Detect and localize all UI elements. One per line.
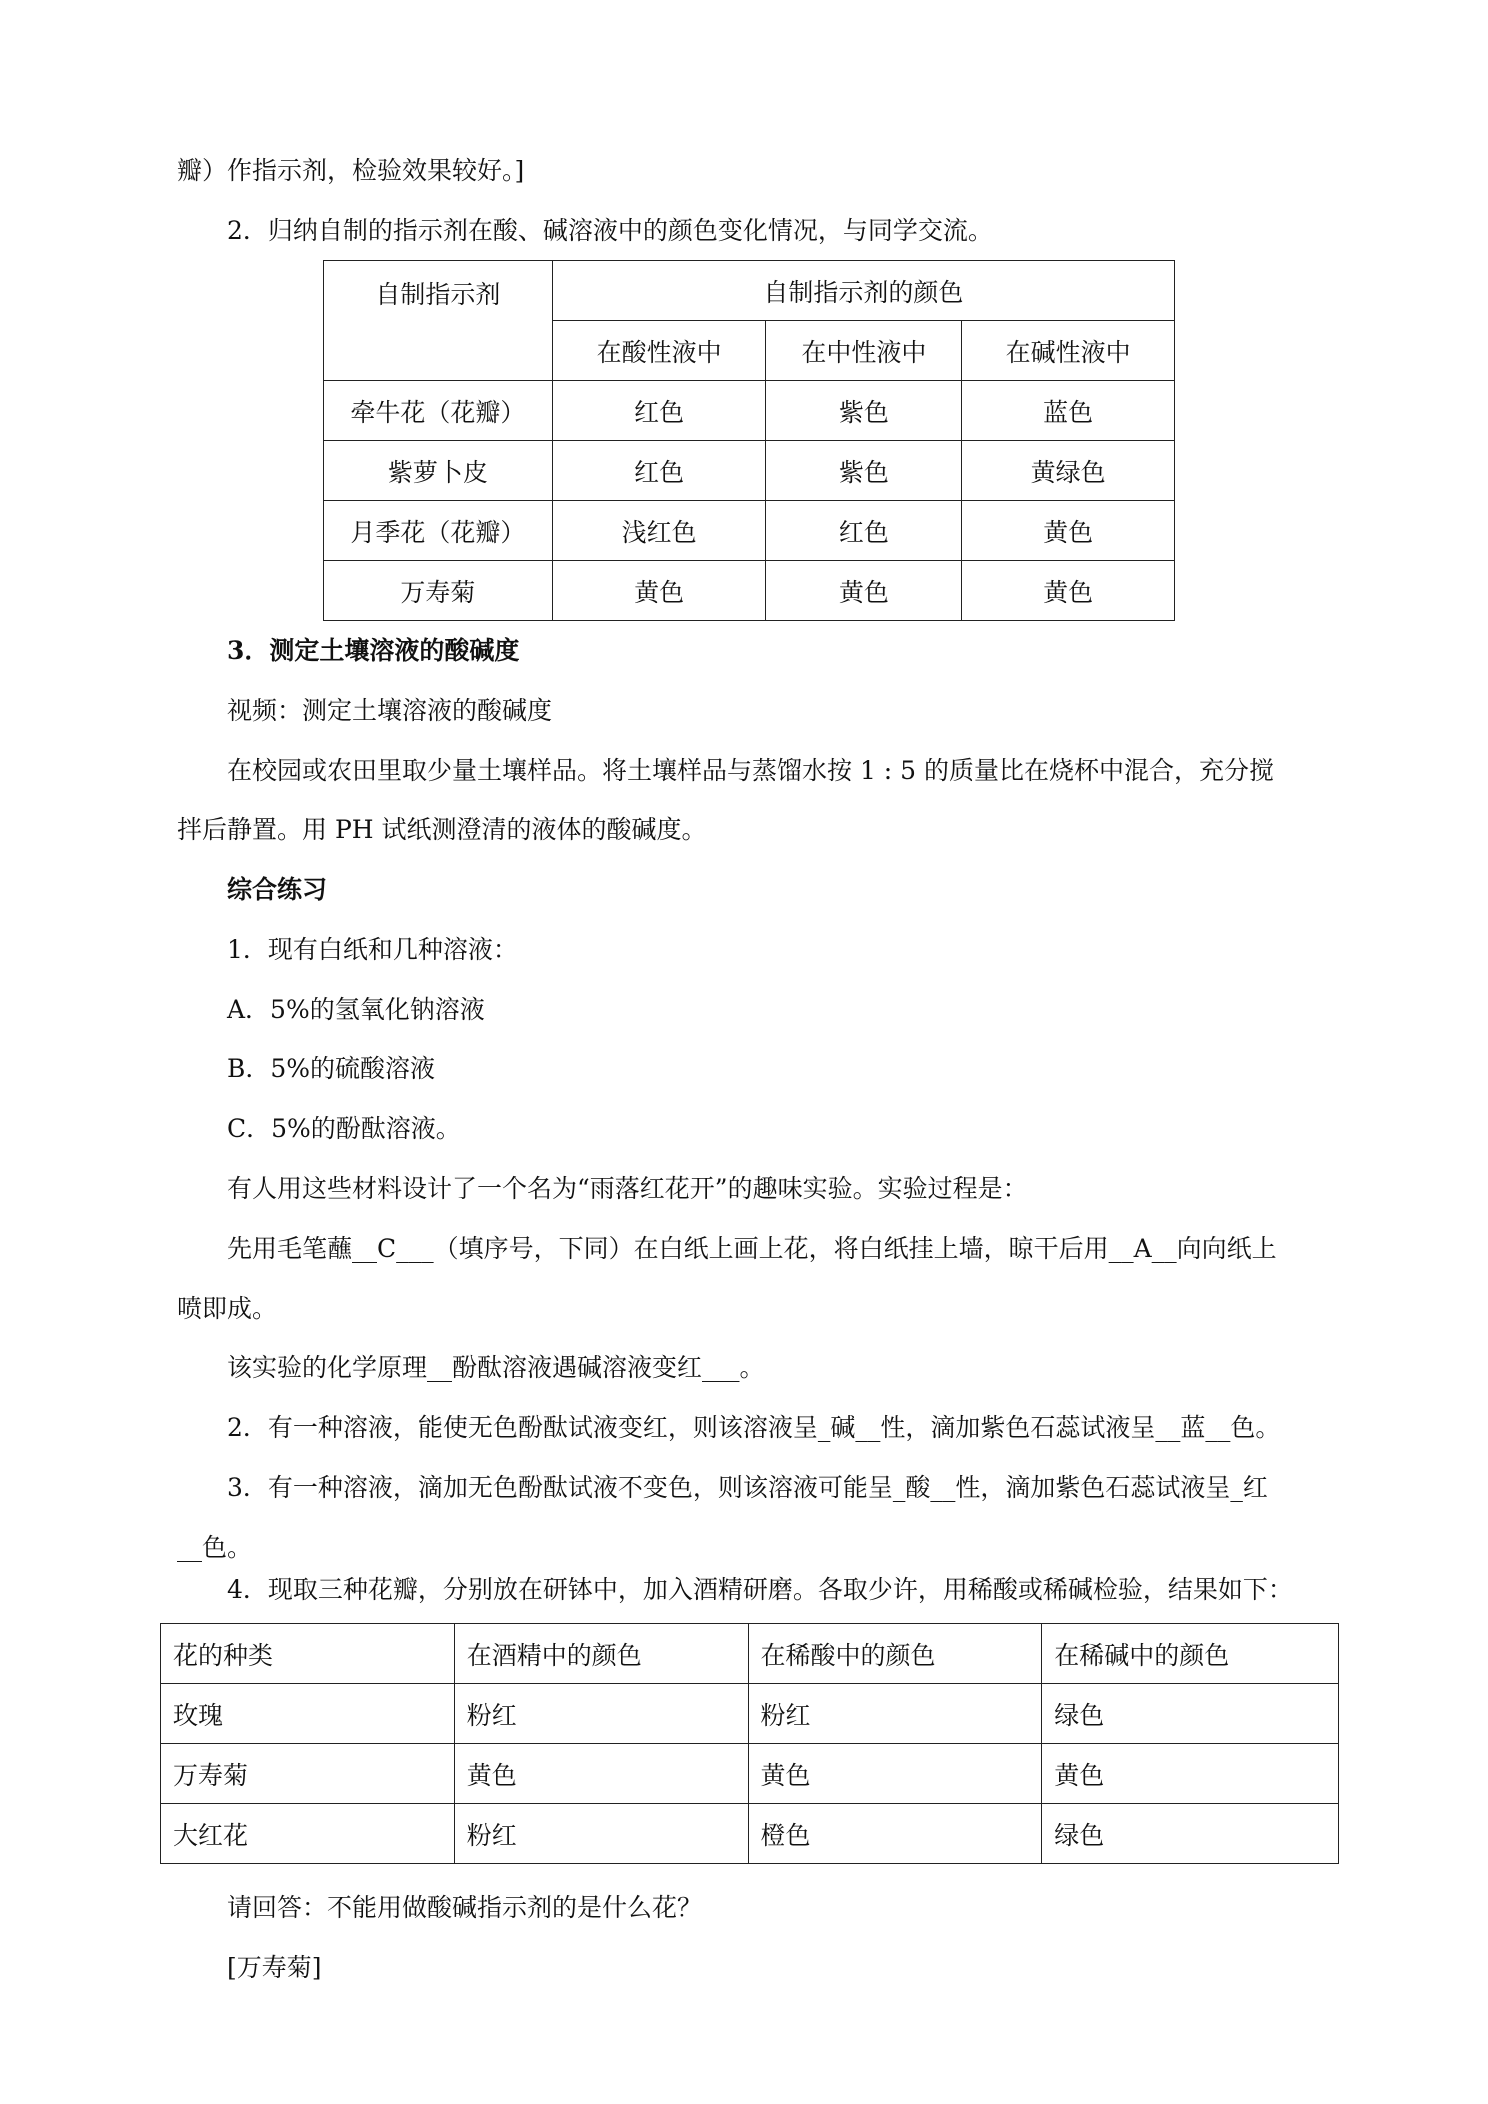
table1-cell: 牵牛花（花瓣） (324, 381, 553, 441)
table2-cell: 绿色 (1042, 1804, 1339, 1864)
option-b: B．5%的硫酸溶液 (227, 1054, 436, 1083)
table1-cell: 黄绿色 (962, 441, 1175, 501)
table-row (324, 561, 1175, 621)
table1-cell: 黄色 (962, 501, 1175, 561)
table1-header-indicator: 自制指示剂 (324, 261, 553, 381)
question-1: 1．现有白纸和几种溶液： (227, 935, 518, 964)
question-text: 有人用这些材料设计了一个名为“雨落红花开”的趣味实验。实验过程是： (227, 1174, 1028, 1203)
table-row (324, 381, 1175, 441)
table1-cell: 紫萝卜皮 (324, 441, 553, 501)
final-question: 请回答：不能用做酸碱指示剂的是什么花？ (227, 1893, 703, 1922)
section-heading: 3．测定土壤溶液的酸碱度 (227, 636, 520, 665)
table2-cell: 玫瑰 (161, 1684, 455, 1744)
table-row (161, 1684, 1339, 1744)
table2-cell: 黄色 (1042, 1744, 1339, 1804)
table1-cell: 黄色 (766, 561, 962, 621)
table-row (161, 1624, 1339, 1684)
table1-subheader: 在碱性液中 (962, 321, 1175, 381)
table1-cell: 紫色 (766, 381, 962, 441)
continued-line: 瓣）作指示剂，检验效果较好。] (177, 156, 525, 185)
question-text: 喷即成。 (177, 1294, 278, 1323)
question-text: 先用毛笔蘸__C___（填序号，下同）在白纸上画上花，将白纸挂上墙，晾干后用__A__向向纸上 (227, 1234, 1277, 1263)
table2-cell: 万寿菊 (161, 1744, 455, 1804)
final-answer: [万寿菊] (227, 1953, 322, 1982)
table1-cell: 紫色 (766, 441, 962, 501)
table2-cell: 大红花 (161, 1804, 455, 1864)
question-3: 3．有一种溶液，滴加无色酚酞试液不变色，则该溶液可能呈_酸__性，滴加紫色石蕊试液呈_红 (227, 1473, 1268, 1502)
question-2: 2．有一种溶液，能使无色酚酞试液变红，则该溶液呈_碱__性，滴加紫色石蕊试液呈__蓝__色。 (227, 1413, 1281, 1442)
option-a: A．5%的氢氧化钠溶液 (227, 995, 485, 1024)
table2-cell: 粉红 (748, 1684, 1042, 1744)
table1-cell: 黄色 (552, 561, 766, 621)
table2-header: 在稀酸中的颜色 (748, 1624, 1042, 1684)
table1-subheader: 在中性液中 (766, 321, 962, 381)
table-row (161, 1744, 1339, 1804)
paragraph: 在校园或农田里取少量土壤样品。将土壤样品与蒸馏水按 1 : 5 的质量比在烧杯中混合，充分搅 (227, 756, 1275, 785)
table-row (324, 441, 1175, 501)
table2-cell: 粉红 (454, 1684, 748, 1744)
table1-header-colors: 自制指示剂的颜色 (552, 261, 1174, 321)
table1-cell: 红色 (766, 501, 962, 561)
table1-cell: 蓝色 (962, 381, 1175, 441)
table-row (161, 1804, 1339, 1864)
paragraph: 拌后静置。用 PH 试纸测澄清的液体的酸碱度。 (177, 815, 707, 844)
option-c: C．5%的酚酞溶液。 (227, 1114, 461, 1143)
table1-cell: 红色 (552, 441, 766, 501)
table2-cell: 绿色 (1042, 1684, 1339, 1744)
question-text: 该实验的化学原理__酚酞溶液遇碱溶液变红___。 (227, 1353, 765, 1382)
table2-cell: 黄色 (748, 1744, 1042, 1804)
flower-color-table (160, 1623, 1339, 1864)
table2-cell: 粉红 (454, 1804, 748, 1864)
table1-cell: 红色 (552, 381, 766, 441)
table-row (324, 501, 1175, 561)
table2-cell: 黄色 (454, 1744, 748, 1804)
table2-header: 花的种类 (161, 1624, 455, 1684)
question-3: __色。 (177, 1533, 253, 1562)
table1-cell: 月季花（花瓣） (324, 501, 553, 561)
question-4: 4．现取三种花瓣，分别放在研钵中，加入酒精研磨。各取少许，用稀酸或稀碱检验，结果如下： (227, 1575, 1293, 1604)
table1-cell: 万寿菊 (324, 561, 553, 621)
video-line: 视频：测定土壤溶液的酸碱度 (227, 696, 553, 725)
table1-cell: 黄色 (962, 561, 1175, 621)
table2-header: 在稀碱中的颜色 (1042, 1624, 1339, 1684)
table2-cell: 橙色 (748, 1804, 1042, 1864)
indicator-color-table (323, 260, 1175, 621)
practice-heading: 综合练习 (227, 875, 328, 904)
table2-header: 在酒精中的颜色 (454, 1624, 748, 1684)
table1-subheader: 在酸性液中 (552, 321, 766, 381)
instruction-2: 2．归纳自制的指示剂在酸、碱溶液中的颜色变化情况，与同学交流。 (227, 216, 993, 245)
table1-cell: 浅红色 (552, 501, 766, 561)
